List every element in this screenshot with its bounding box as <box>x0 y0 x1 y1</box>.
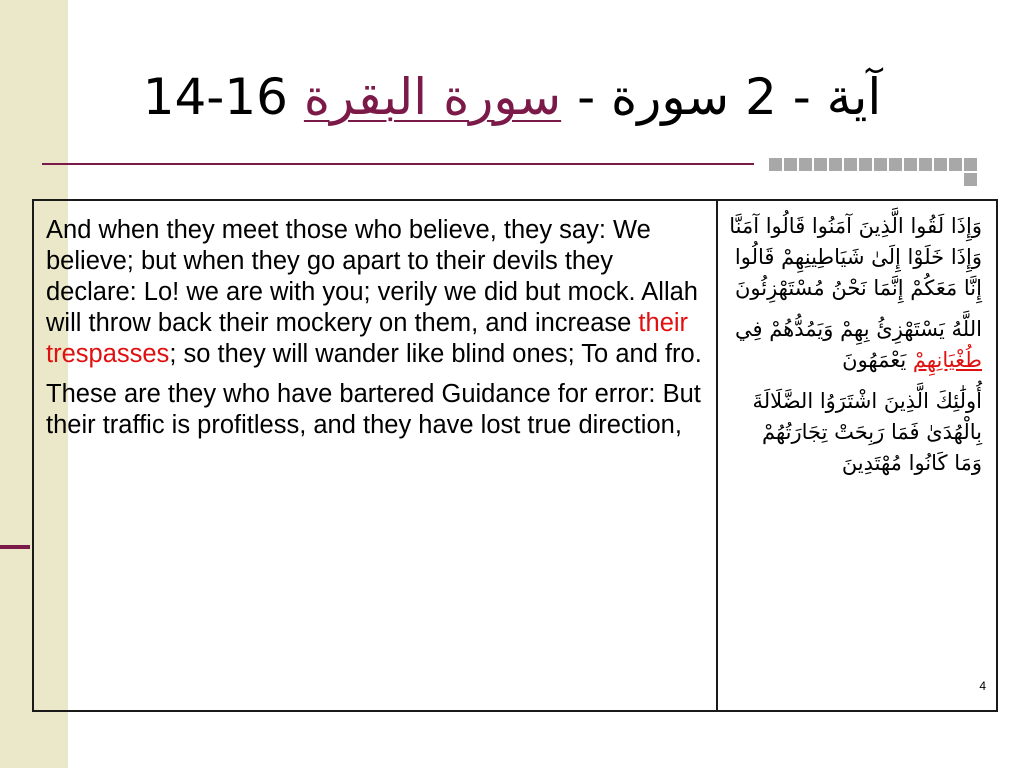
left-accent-bar <box>0 545 30 549</box>
english-paragraph-1 <box>46 215 704 370</box>
decor-square <box>919 158 932 171</box>
title-separator-2: - <box>577 68 596 126</box>
title-surah-word: سورة <box>611 68 730 126</box>
decor-square <box>874 158 887 171</box>
translation-table <box>32 199 998 712</box>
decor-square <box>889 158 902 171</box>
decor-square <box>784 158 797 171</box>
arabic-text: اللَّهُ يَسْتَهْزِئُ بِهِمْ وَيَمُدُّهُمْ فِي <box>734 317 982 341</box>
title-divider <box>42 163 754 165</box>
title-surah-number: 2 <box>745 68 777 126</box>
decor-square <box>964 173 977 186</box>
arabic-verse-16: أُولَٰئِكَ الَّذِينَ اشْتَرَوُا الضَّلَالَةَ بِالْهُدَىٰ فَمَا رَبِحَتْ تِجَارَتُهُمْ وَمَا كَانُوا مُهْتَدِينَ <box>752 389 982 475</box>
decor-square <box>769 158 782 171</box>
arabic-verse-15 <box>728 314 982 376</box>
decor-square <box>859 158 872 171</box>
decor-square <box>799 158 812 171</box>
highlight-trespasses: their trespasses <box>46 309 689 368</box>
arabic-verse-14: وَإِذَا لَقُوا الَّذِينَ آمَنُوا قَالُوا آمَنَّا وَإِذَا خَلَوْا إِلَىٰ شَيَاطِينِهِمْ قَالُوا إِنَّا مَعَكُمْ إِنَّمَا نَحْنُ مُسْتَهْزِئُونَ <box>729 214 982 300</box>
decor-square <box>949 158 962 171</box>
english-paragraph-2: These are they who have bartered Guidance for error: But their traffic is profitless, and they have lost true direction, <box>46 380 701 439</box>
arabic-highlight: طُغْيَانِهِمْ <box>912 348 982 372</box>
title-ayah: آية <box>826 68 882 126</box>
title-separator: - <box>792 68 811 126</box>
decor-square <box>814 158 827 171</box>
slide-title <box>0 52 1024 142</box>
decor-square <box>844 158 857 171</box>
title-surah-link[interactable]: سورة البقرة <box>303 68 562 126</box>
decor-square <box>829 158 842 171</box>
english-text: ; so they will wander like blind ones; To and fro. <box>169 340 702 368</box>
title-verses: 14-16 <box>142 68 288 126</box>
slide-number: 4 <box>979 679 986 693</box>
decor-square <box>964 158 977 171</box>
decor-square <box>934 158 947 171</box>
decor-square <box>904 158 917 171</box>
arabic-column <box>718 201 996 710</box>
english-column <box>34 201 718 710</box>
arabic-text: يَعْمَهُونَ <box>842 348 913 372</box>
english-text: And when they meet those who believe, they say: We believe; but when they go apart to their devils they declare: Lo! we are with you; verily we did but mock. Allah will throw back their mockery on them, and increase <box>46 216 698 337</box>
